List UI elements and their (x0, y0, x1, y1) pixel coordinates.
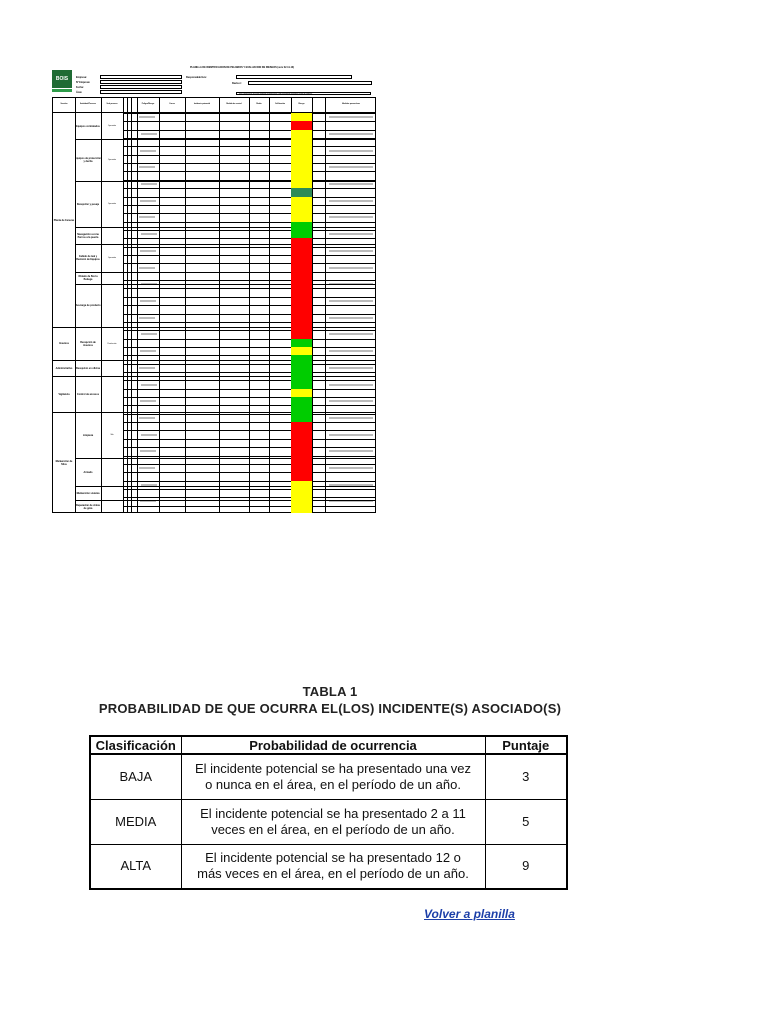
header-medio: Medio (256, 103, 262, 105)
cell-clasificacion: BAJA (90, 754, 181, 799)
responsible-label: Responsable Eva: (186, 76, 207, 79)
table-row (90, 844, 567, 889)
table-title: TABLA 1 (302, 684, 358, 699)
activity-label: Recepción de insumos (80, 340, 96, 347)
cell-descripcion: El incidente potencial se ha presentado 12 o más veces en el área, en el período de un año. (181, 844, 485, 889)
cell-descripcion: El incidente potencial se ha presentado una vez o nunca en el área, en el período de un año. (181, 754, 485, 799)
reviewer-label: Revisor: (232, 82, 242, 85)
section-label: Mantención de Silos (55, 460, 73, 466)
back-to-sheet-link[interactable]: Volver a planilla (424, 907, 515, 921)
header-causa: Causa (169, 103, 175, 105)
activity-label: Obtado de Bod a Bodega (78, 275, 98, 281)
header-calificacion: Calificación (274, 103, 286, 105)
table-subtitle: PROBABILIDAD DE QUE OCURRA EL(LOS) INCIDENTE(S) ASOCIADO(S) (98, 701, 562, 716)
subprocess-label: Operación (107, 203, 117, 205)
probability-table (89, 735, 568, 890)
activity-label: Equipos de protección y ducha (75, 157, 101, 163)
subprocess-label: Silo (110, 434, 114, 436)
header-actividad: Actividad/Proceso (80, 103, 96, 105)
activity-label: Descarga de producto (75, 304, 101, 307)
activity-label: Armado (83, 470, 93, 474)
activity-label: Mantención sistema (76, 491, 100, 495)
activity-label: Equipos contratados (76, 124, 100, 128)
sheet-title: PLANILLA DE IDENTIFICACION DE PELIGROS Y EVALUACION DE RIESGOS (vers 02-11-13) (189, 66, 295, 69)
activity-label: Navegación a zona Pernos a la puerta (77, 232, 99, 239)
subprocess-label: Producción (107, 342, 117, 345)
field-label-area: Área: (76, 91, 83, 94)
cell-puntaje: 9 (485, 844, 567, 889)
field-label-empresa: Empresa: (76, 76, 87, 79)
activity-label: Recepción y pesaje (76, 202, 100, 206)
subprocess-label: Operación (107, 125, 117, 127)
cell-puntaje: 5 (485, 799, 567, 844)
header-riesgo: Riesgo (298, 103, 305, 105)
header-peligro: Peligro/Riesgo (141, 103, 155, 105)
cell-clasificacion: MEDIA (90, 799, 181, 844)
section-label: Administrativo (55, 366, 73, 370)
activity-label: Control de accesos (76, 392, 100, 396)
cell-clasificacion: ALTA (90, 844, 181, 889)
company-logo: BOIS (52, 70, 72, 88)
cell-descripcion: El incidente potencial se ha presentado 2 a 11 veces en el área, en el período de un año. (181, 799, 485, 844)
column-header-puntaje: Puntaje (485, 736, 567, 754)
sheet-note: Nota: Identificación de riesgo mediante la observación, cada actividad de acuerdo a la lista de chequeo. (236, 92, 371, 95)
activity-label: Cabido de leal y Revisión de Equipos (76, 255, 100, 261)
header-medidas: Medidas preventivas (342, 103, 360, 105)
subprocess-label: Operación (107, 257, 117, 259)
header-control: Medida de control (226, 103, 242, 105)
section-label: Insumos (59, 342, 69, 345)
header-incidente: Incidente potencial (193, 103, 211, 105)
section-label: Planta de Cerezas (53, 218, 75, 222)
header-seccion: Sección (60, 103, 68, 105)
column-header-probabilidad: Probabilidad de ocurrencia (181, 736, 485, 754)
table-header-row (90, 736, 567, 754)
table-row (90, 799, 567, 844)
activity-label: Limpieza (82, 433, 94, 437)
section-label: Vigilancia (58, 392, 70, 396)
subprocess-label: Operación (107, 159, 117, 161)
column-header-clasificacion: Clasificación (90, 736, 181, 754)
activity-label: Reparación de cintas de grúa (75, 504, 101, 510)
header-subproceso: Sub proceso (106, 103, 118, 105)
field-label-numero: Nº Empresa: (76, 81, 91, 84)
table-row (90, 754, 567, 799)
activity-label: Recepción en oficina (76, 366, 100, 370)
field-label-fecha: Fecha: (76, 86, 84, 89)
cell-puntaje: 3 (485, 754, 567, 799)
